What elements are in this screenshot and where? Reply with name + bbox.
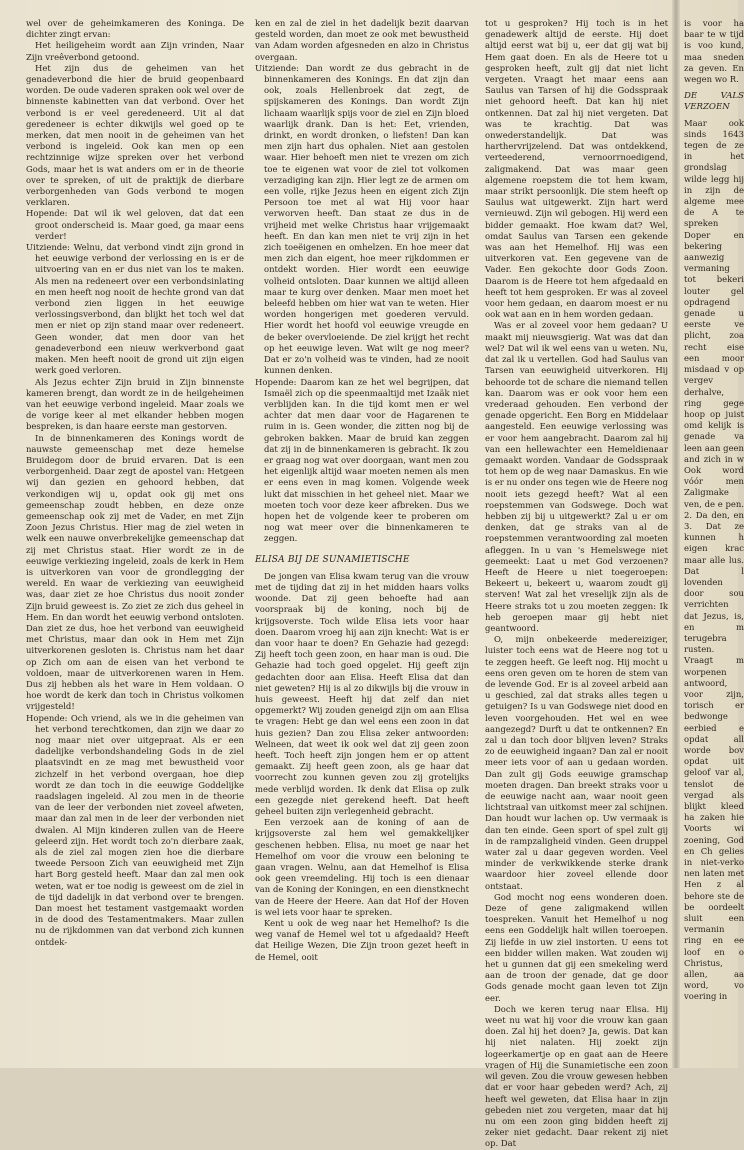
paragraph: God mocht nog eens wonderen doen. Deze of gene zaligmakend willen toespreken. Vanuit het Hemelhof u nog eens een Goddelijk halt willen toeroepen. Zij liefde in uw ziel instorten. U eens tot een bidder willen maken. Wat zouden wij het u gunnen dat gij een smekeling werd aan de troon der genade, dat ge door Gods genade mocht gaan leven tot Zijn eer. [485, 891, 668, 1003]
paragraph: In de binnenkameren des Konings wordt de nauwste gemeenschap met deze hemelse Bruidegom door de bruid ervaren. Dat is een verborgenheid. Daar zegt de apostel van: Hetgeen wij dan gezien en gehoord hebben, dat verkondigen wij u, opdat ook gij met ons gemeenschap zoudt hebben, en deze onze gemeenschap ook zij met de Vader, en met Zijn Zoon Jezus Christus. Hier mag de ziel weten in welk een nauwe onverbrekelijke gemeenschap dat zij met Christus staat. Hier wordt ze in de eeuwige verkiezing ingeleid, zoals de kerk in Hem is uitverkoren van voor de grondlegging der wereld. En waar de verkiezing van eeuwigheid was, daar ziet ze hoe Christus dus nooit zonder Zijn bruid geweest is. Zo ziet ze zich dus geheel in Hem. En dan wordt het eeuwig verbond ontsloten. Dan ziet ze dus, hoe het verbond van eeuwigheid met Christus, maar dan ook in Hem met Zijn uitverkorenen gesloten is. Christus nam het daar op Zich om aan de eisen van het verbond te voldoen, maar de uitverkorenen waren in Hem. Dus zij hebben als het ware in Hem voldaan. O hoe wordt de kerk dan toch in Christus volkomen vrijgesteld! [26, 432, 244, 712]
text-column-4-cropped [684, 18, 744, 1048]
paragraph: Een verzoek aan de koning of aan de krijgsoverste zal hem wel gemakkelijker geschenen hebben. Elisa, nu moet ge naar het Hemelhof om voor die vrouw een beloning te gaan vragen. Welnu, aan dat Hemelhof is Elisa ook geen vreemdeling. Hij toch is een dienaar van de Koning der Koningen, en een dienstknecht van de Heere der Heere. Aan dat Hof der Hoven is wel iets voor haar te spreken. [255, 817, 469, 917]
paragraph: Als Jezus echter Zijn bruid in Zijn binnenste kameren brengt, dan wordt ze in de heilgeheimen van het eeuwige verbond ingeleid. Maar zoals we de vorige keer al met elkander hebben mogen bespreken, is dan haare eerste man gestorven. [26, 376, 244, 432]
paragraph: Hopende: Dat wil ik wel geloven, dat dat een groot onderscheid is. Maar goed, ga maar eens verder! [26, 208, 244, 241]
text-column-2 [255, 18, 469, 1048]
paragraph: Het zijn dus de geheimen van het genadeverbond die hier de bruid geopenbaard worden. De oude vaderen spraken ook wel over de binnenste kabinetten van dat verbond. Over het verbond is er veel geredeneerd. Uit al dat geredeneer is echter dikwijls wel goed op te merken, dat men nooit in de geheimen van het verbond is ingeleid. Ook kan men op een rechtzinnige wijze spreken over het verbond Gods, maar het is wat anders om er in de theorie over te spreken, of uit de praktijk de dierbare verborgenheden van Gods verbond te mogen verklaren. [26, 62, 244, 208]
paragraph: wel over de geheimkameren des Koninga. De dichter zingt ervan: [26, 18, 244, 40]
paragraph: Hopende: Daarom kan ze het wel begrijpen, dat Ismaël zich op die speenmaaltijd met Izaäk niet verblijden kan. In die tijd komt men er wel achter dat men daar voor de Hagarenen te ruim in is. Geen wonder, die zitten nog bij de gebroken bakken. Maar de bruid kan zeggen dat zij in de binnenkameren is gebracht. Ik zou er graag nog wat over doorgaan, want men zou het eigenlijk altijd waar moeten nemen als men er eens even in mag komen. Volgende week lukt dat misschien in het geheel niet. Maar we moeten toch voor deze keer afbreken. Dus we hopen het de volgende keer te proberen om nog wat meer over die binnenkameren te zeggen. [255, 376, 469, 544]
paragraph: Uitziende: Dan wordt ze dus gebracht in de binnenkameren des Konings. En dat zijn dan ook, zoals Hellenbroek dat zegt, de spijskameren des Konings. Dan wordt Zijn lichaam waarlijk spijs voor de ziel en Zijn bloed waarlijk drank. Dan is het: Eet, vrienden, drinkt, en wordt dronken, o liefsten! Dan kan men zijn hart dus ophalen. Niet aan gestolen waar. Hier behoeft men niet te vrezen om zich toe te eigenen wat voor de ziel tot volkomen verzadiging kan zijn. Hier legt ze de armen om een volle, rijke Jezus heen en eigent zich Zijn Persoon toe met al wat Hij voor haar verworven heeft. Dan staat ze dus in de vrijheid met welke Christus haar vrijgemaakt heeft. En dan kan men niet te vrij zijn in het zich toeëigenen en omhelzen. En hoe meer dat men zich dan eigent, hoe meer rijkdommen er ontdekt worden. Hier wordt een eeuwige volheid ontsloten. Daar kunnen we altijd alleen maar te kurg over denken. Maar men moet het beleefd hebben om hier wat van te weten. Hier worden hongerigen met goederen vervuld. Hier wordt het hoofd vol eeuwige vreugde en de beker overvloeiende. De ziel krijgt het recht op het eeuwige leven. Wat wilt ge nog meer? Dat er zo'n volheid was te vinden, had ze nooit kunnen denken. [255, 62, 469, 376]
paragraph: Was er al zoveel voor hem gedaan? U maakt mij nieuwsgierig. Wat was dat dan wel? Dat wil ik wel eens van u weten. Nu, dat zal ik u vertellen. God had Saulus van Tarsen van eeuwigheid uitverkoren. Hij behoorde tot de schare die niemand tellen kan. Daarom was er ook voor hem een vrederaad gehouden. Een verbond der genade opgericht. Een Borg en Middelaar aangesteld. Een eeuwige verlossing was er voor hem aangebracht. Daarom zal hij van een hellewachter een Hemeldienaar gemaakt worden. Vandaar de Godsspraak tot hem op de weg naar Damaskus. En wie is er nu onder ons tegen wie de Heere nog nooit iets gezegd heeft? Wat al een roepstemmen van Godswege. Doch wat hebben zij bij u uitgewerkt? Zal u er om denken, dat ge straks van al de roepstemmen verantwoording zal moeten afleggen. In u van 's Hemelswege niet geemeekt: Laat u met God verzoenen? Heeft de Heere u niet toegeroepen: Bekeert u, bekeert u, waarom zoudt gij sterven! Wat zal het vreselijk zijn als de Heere straks tot u zou moeten zeggen: Ik heb geroepen maar gij hebt niet geantwoord. [485, 320, 668, 633]
section-heading: ELISA BIJ DE SUNAMIETISCHE [255, 554, 410, 565]
paragraph: Uitziende: Welnu, dat verbond vindt zijn grond in het eeuwige verbond der verlossing en is er de uitvoering van en er dus niet van los te maken. Als men na redeneert over een verbondsinlating en men heeft nog nooit de hechte grond van dat verbond zien liggen in het eeuwige verlossingsverbond, dan blijkt het toch wel dat men er niet op zijn stand maar over redeneert. Geen wonder, dat men door van het genadeverbond een nieuw werkverbond gaat maken. Men heeft nooit de grond uit zijn eigen werk goed verloren. [26, 242, 244, 376]
page-gutter-shadow [672, 0, 680, 1068]
paragraph: Doch we keren terug naar Elisa. Hij weet nu wat hij voor die vrouw kan gaan doen. Zal hij het doen? Ja, gewis. Dat kan hij niet nalaten. Hij zoekt zijn logeerkamertje op en gaat aan de Heere vragen of Hij die Sunamietische een zoon wil geven. Zou die vrouw gewesen hebben dat er voor haar gebeden werd? Ach, zij heeft wel geweten, dat Elisa haar in zijn gebeden niet zou vergeten, maar dat hij nu om een zoon ging bidden heeft zij zeker niet gedacht. Daar rekent zij niet op. Dat [485, 1003, 668, 1149]
paragraph: Hopende: Och vriend, als we in die geheimen van het verbond terechtkomen, dan zijn we daar zo nog maar niet over uitgepraat. Als er een dadelijke verbondshandeling Gods in de ziel plaatsvindt en ze mag met bewustheid voor zichzelf in het verbond overgaan, hoe diep wordt ze dan toch in die eeuwige Goddelijke raadslagen ingeleid. Al zou men in de theorie van de leer der verbonden niet zoveel afweten, maar dan zal men in de leer der verbonden niet dwalen. Al Mijn kinderen zullen van de Heere geleerd zijn. Het wordt toch zo'n dierbare zaak, als de ziel zal mogen zien hoe die dierbare tweede Persoon Zich van eeuwigheid met Zijn hart Borg gesteld heeft. Maar dan zal men ook weten, wat er toe nodig is geweest om de ziel in de tijd dadelijk in dat verbond over te brengen. Dan moest het testament vastgemaakt worden in de dood des Testamentmakers. Maar zullen nu de rijkdommen van dat verbond zich kunnen ontdek- [26, 712, 244, 947]
paragraph: tot u gesproken? Hij toch is in het genadewerk altijd de eerste. Hij doet altijd eerst wat bij u, eer dat gij wat bij Hem gaat doen. En als de Heere tot u gesproken heeft, zult gij dat niet licht vergeten. Vraagt het maar eens aan Saulus van Tarsen of hij die Godsspraak niet gehoord heeft. Dat kan hij niet ontkennen. Dat zal hij niet vergeten. Dat was te krachtig. Dat was onwederstandelijk. Dat was harthervrijzelend. Dat was ontdekkend, verteederend, vernoorrnoedigend, zaligmakend. Dat was maar geen algemene roepstem die tot hem kwam, maar strikt persoonlijk. Die stem heeft op Saulus wat uitgewerkt. Zijn hart werd vernieuwd. Zijn wil gebogen. Hij werd een bidder gemaakt. Hoe kwam dat? Wel, omdat Saulus van Tarsen een gekende was aan het Hemelhof. Hij was een uitverkoren vat. Een gegevene van de Vader. Een gekochte door Gods Zoon. Daarom is de Heere tot hem afgedaald en heeft tot hem gesproken. Er was al zoveel voor hem gedaan, en daarom moest er nu ook wat aan en in hem worden gedaan. [485, 18, 668, 320]
paragraph: Kent u ook de weg naar het Hemelhof? Is die weg vanaf de Hemel wel tot u afgedaald? Heeft dat Heilige Wezen, Die Zijn troon gezet heeft in de Hemel, ooit [255, 918, 469, 962]
text-column-3 [485, 18, 668, 1149]
paragraph: De jongen van Elisa kwam terug van die vrouw met de tijding dat zij in het midden haars volks woonde. Dat zij geen behoefte had aan voorspraak bij de koning, noch bij de krijgsoverste. Toch wilde Elisa iets voor haar doen. Daarom vroeg hij aan zijn knecht: Wat is er dan voor haar te doen? En Gehazie had gezegd: Zij heeft toch geen zoon, en haar man is oud. Die Gehazie had toch goed opgelet. Hij geeft zijn gedachten door aan Elisa. Heeft Elisa dat dan niet geweten? Hij is al zo dikwijls bij die vrouw in huis geweest. Heeft hij dat zelf dan niet opgemerkt? Wij zouden geneigd zijn om aan Elisa te vragen: Hebt ge dan wel eens een zoon in dat huis gezien? Dan zou Elisa zeker antwoorden: Welneen, dat weet ik ook wel dat zij geen zoon heeft. Toch heeft zijn jongen hem er op attent gemaakt. Zij heeft geen zoon, als ge haar dat voorrecht zou kunnen geven zou zij grotelijks mede verblijd worden. Ik denk dat Elisa op zulk een gezegde niet gerekend heeft. Dat heeft geheel buiten zijn verlegenheid gebracht. [255, 570, 469, 817]
paragraph: is voor ha baar te w tijd is voo kund, maa sneden za geven. En wegen wo R. [684, 18, 744, 85]
paragraph: Maar ook sinds 1643 tegen de ze in het grondslag wilde legg hij in zijn de algeme mee de A te spreken Doper en bekering aanwezig vermaning tot bekeri louter gel opdragend genade u eerste ve plicht, zoa recht eise een moor misdaad v op vergev derhalve, ring gege hoop op juist omd kelijk is genade va leen aan geen and zich in w Ook word vóór men Zaligmake ven, de e pen. 2. Da den, en 3. Dat ze kunnen h eigen krac maar alle lus. Dat l lovenden door sou verrichten dat Jezus, is, en m terugebra rusten. Vraagt m worpenen antwoord, voor zijn, torisch er bedwonge eerbied e opdat all worde bov opdat uit geloof var al, tenslot de vergad als blijkt kleed ha zaken hie Voorts wi zoening, God en Ch gelies in niet-verko nen laten met Hen z al behore ste de be oordeelt sluit een vermanin ring en ee loof en o Christus, allen, aa word, vo voering in [684, 117, 744, 1002]
paragraph: ken en zal de ziel in het dadelijk bezit daarvan gesteld worden, dan moet ze ook met bewustheid van Adam worden afgesneden en alzo in Christus overgaan. [255, 18, 469, 62]
paragraph: Het heiligeheim wordt aan Zijn vrinden, Naar Zijn vreêverbond getoond. [26, 40, 244, 62]
paragraph: O, mijn onbekeerde medereiziger, luister toch eens wat de Heere nog tot u te zeggen heeft. Ge leeft nog. Hij mocht u eens oren geven om te horen de stem van de levende God. Er is al zoveel arbeid aan u geschied, zal dat straks alles tegen u getuigen? Is u van Godswege niet dood en leven voorgehouden. Het wel en wee aangezegd? Durft u dat te ontkennen? En zal u dan toch door blijven leven? Straks zo de eeuwigheid ingaan? Dan zal er nooit meer iets voor of aan u gedaan worden. Dan zult gij Gods eeuwige gramschap moeten dragen. Dan breekt straks voor u de eeuwige nacht aan, waar nooit geen lichtstraal van uitkomst meer zal schijnen. Dan houdt wur lachen op. Uw vermaak is dan ten einde. Geen sport of spel zult gij in de rampzaligheid vinden. Geen druppel water zal u daar gegeven worden. Veel minder de verkwikkende sterke drank waardoor hier zoveel ellende door ontstaat. [485, 634, 668, 891]
section-heading: DE VALS VERZOEN [684, 91, 744, 113]
text-column-1 [26, 18, 244, 1048]
